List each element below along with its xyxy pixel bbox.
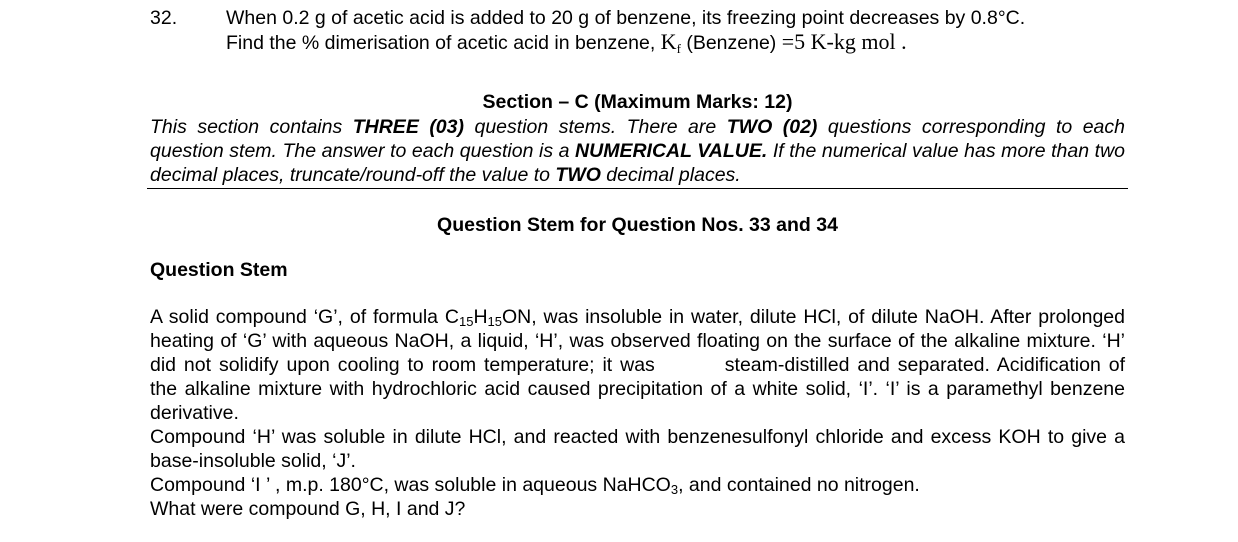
stem-paragraph-4: What were compound G, H, I and J? bbox=[150, 498, 466, 520]
p3-part-a: Compound ‘I ’ , m.p. 180°C, was soluble in aqueous NaHCO bbox=[150, 474, 671, 496]
instr-part-g: If the numerical value has more than two decimal places, truncate/round-off the value to bbox=[150, 140, 1125, 186]
kf-subscript: f bbox=[676, 41, 681, 56]
question-32-line-2 bbox=[226, 30, 1126, 55]
p3-sub: 3 bbox=[670, 482, 679, 497]
section-divider bbox=[147, 188, 1128, 189]
p1-part-a: A solid compound ‘G’, of formula C bbox=[150, 306, 459, 328]
stem-paragraph-1 bbox=[150, 305, 1125, 425]
instr-two-decimal: TWO bbox=[555, 164, 601, 186]
p1-sub-1: 15 bbox=[458, 314, 474, 329]
instr-numerical-value: NUMERICAL VALUE. bbox=[575, 140, 768, 162]
kf-solvent: (Benzene) bbox=[686, 32, 777, 54]
instr-two: TWO (02) bbox=[726, 116, 818, 138]
p3-part-b: , and contained no nitrogen. bbox=[678, 474, 920, 496]
kf-symbol bbox=[661, 29, 681, 54]
instr-part-i: decimal places. bbox=[600, 164, 741, 186]
instr-part-a: This section contains bbox=[150, 116, 353, 138]
p1-part-c: ON, was insoluble in water, dilute HCl, of dilute NaOH. After prolonged heating of ‘G’ with aqueous NaOH, a liquid, ‘H’, was observed floating on the surface of the alkaline mixture. ‘H’ did not solidify upon cooling to room temperature; it was bbox=[150, 306, 1125, 376]
stem-paragraph-3 bbox=[150, 473, 1125, 497]
instr-part-e: questions corresponding to each question stem. The answer to each question is a bbox=[150, 116, 1125, 162]
question-32-text bbox=[226, 6, 1126, 55]
stem-paragraph-2: Compound ‘H’ was soluble in dilute HCl, and reacted with benzenesulfonyl chloride and excess KOH to give a base-insoluble solid, ‘J’. bbox=[150, 426, 1125, 472]
instr-part-c: question stems. There are bbox=[464, 116, 727, 138]
question-32-line-2-text: Find the % dimerisation of acetic acid in benzene, bbox=[226, 32, 656, 54]
p1-part-b: H bbox=[473, 306, 488, 328]
question-32-number: 32. bbox=[150, 7, 178, 29]
section-c-heading: Section – C (Maximum Marks: 12) bbox=[482, 91, 793, 113]
p1-part-d: steam-distilled and separated. Acidification of the alkaline mixture with hydrochloric acid caused precipitation of a white solid, ‘I’. ‘I’ is a paramethyl benzene derivative. bbox=[150, 354, 1125, 424]
kf-value: =5 K-kg mol . bbox=[781, 29, 907, 54]
section-instructions bbox=[150, 115, 1125, 187]
question-stem-label: Question Stem bbox=[150, 259, 288, 281]
instr-three: THREE (03) bbox=[352, 116, 464, 138]
section-instructions-text bbox=[150, 115, 1125, 187]
question-stem-heading: Question Stem for Question Nos. 33 and 34 bbox=[437, 214, 838, 236]
p1-sub-2: 15 bbox=[487, 314, 502, 329]
kf-symbol-letter: K bbox=[660, 29, 677, 54]
question-32-line-1: When 0.2 g of acetic acid is added to 20 g of benzene, its freezing point decreases by 0.8°C. bbox=[226, 7, 1026, 29]
